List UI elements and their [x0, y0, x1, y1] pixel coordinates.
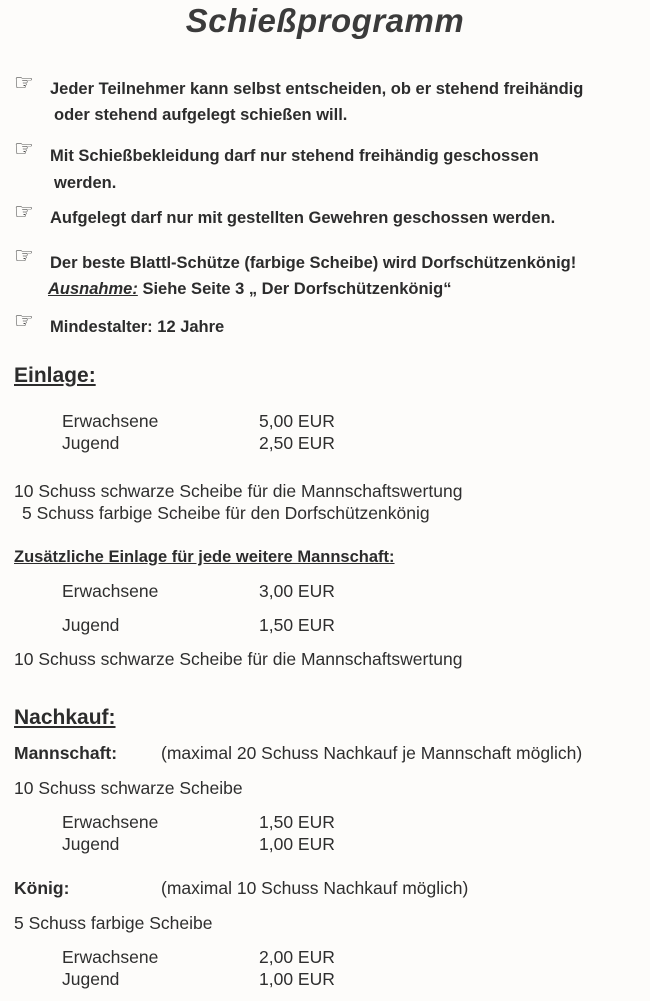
mannschaft-sub: 10 Schuss schwarze Scheibe	[14, 778, 243, 798]
rule-4-line-1: Der beste Blattl-Schütze (farbige Scheibe) wird Dorfschützenkönig!	[50, 254, 577, 272]
rule-1-line-1: Jeder Teilnehmer kann selbst entscheiden, ob er stehend freihändig	[50, 80, 584, 98]
mannschaft-price-jugend: 1,00 EUR	[259, 834, 335, 854]
mannschaft-label-erwachsene: Erwachsene	[62, 812, 159, 832]
einlage-price-erwachsene: 5,00 EUR	[259, 411, 335, 431]
rule-1-line-2: oder stehend aufgelegt schießen will.	[54, 106, 348, 124]
mannschaft-note: (maximal 20 Schuss Nachkauf je Mannschaft möglich)	[161, 743, 583, 763]
rule-4-exception	[48, 280, 451, 299]
rule-3-line-1: Aufgelegt darf nur mit gestellten Gewehren geschossen werden.	[50, 209, 556, 227]
koenig-price-erwachsene: 2,00 EUR	[259, 947, 335, 967]
zusatz-price-erwachsene: 3,00 EUR	[259, 581, 335, 601]
rule-2-line-1: Mit Schießbekleidung darf nur stehend freihändig geschossen	[50, 147, 539, 165]
exception-label: Ausnahme:	[48, 280, 138, 298]
koenig-label-erwachsene: Erwachsene	[62, 947, 159, 967]
pointing-hand-icon: ☞	[14, 136, 34, 161]
exception-text: Siehe Seite 3 „ Der Dorfschützenkönig“	[142, 280, 452, 298]
koenig-price-jugend: 1,00 EUR	[259, 969, 335, 989]
page-title: Schießprogramm	[185, 2, 465, 39]
nachkauf-heading: Nachkauf:	[14, 706, 116, 729]
einlage-label-erwachsene: Erwachsene	[62, 411, 159, 431]
pointing-hand-icon: ☞	[14, 70, 34, 95]
zusatz-label-jugend: Jugend	[62, 615, 120, 635]
zusatz-price-jugend: 1,50 EUR	[259, 615, 335, 635]
mannschaft-price-erwachsene: 1,50 EUR	[259, 812, 335, 832]
pointing-hand-icon: ☞	[14, 308, 34, 333]
zusatz-heading: Zusätzliche Einlage für jede weitere Mannschaft:	[14, 548, 395, 566]
zusatz-note: 10 Schuss schwarze Scheibe für die Mannschaftswertung	[14, 649, 463, 669]
rule-5-line-1: Mindestalter: 12 Jahre	[50, 318, 225, 336]
mannschaft-label: Mannschaft:	[14, 743, 118, 763]
einlage-note-2: 5 Schuss farbige Scheibe für den Dorfschützenkönig	[22, 503, 430, 523]
mannschaft-label-jugend: Jugend	[62, 834, 120, 854]
koenig-label-jugend: Jugend	[62, 969, 120, 989]
einlage-heading: Einlage:	[14, 364, 96, 387]
einlage-label-jugend: Jugend	[62, 433, 120, 453]
rule-2-line-2: werden.	[54, 174, 117, 192]
pointing-hand-icon: ☞	[14, 243, 34, 268]
pointing-hand-icon: ☞	[14, 199, 34, 224]
einlage-note-1: 10 Schuss schwarze Scheibe für die Mannschaftswertung	[14, 481, 463, 501]
einlage-price-jugend: 2,50 EUR	[259, 433, 335, 453]
koenig-label: König:	[14, 878, 70, 898]
koenig-sub: 5 Schuss farbige Scheibe	[14, 913, 213, 933]
koenig-note: (maximal 10 Schuss Nachkauf möglich)	[161, 878, 469, 898]
zusatz-label-erwachsene: Erwachsene	[62, 581, 159, 601]
